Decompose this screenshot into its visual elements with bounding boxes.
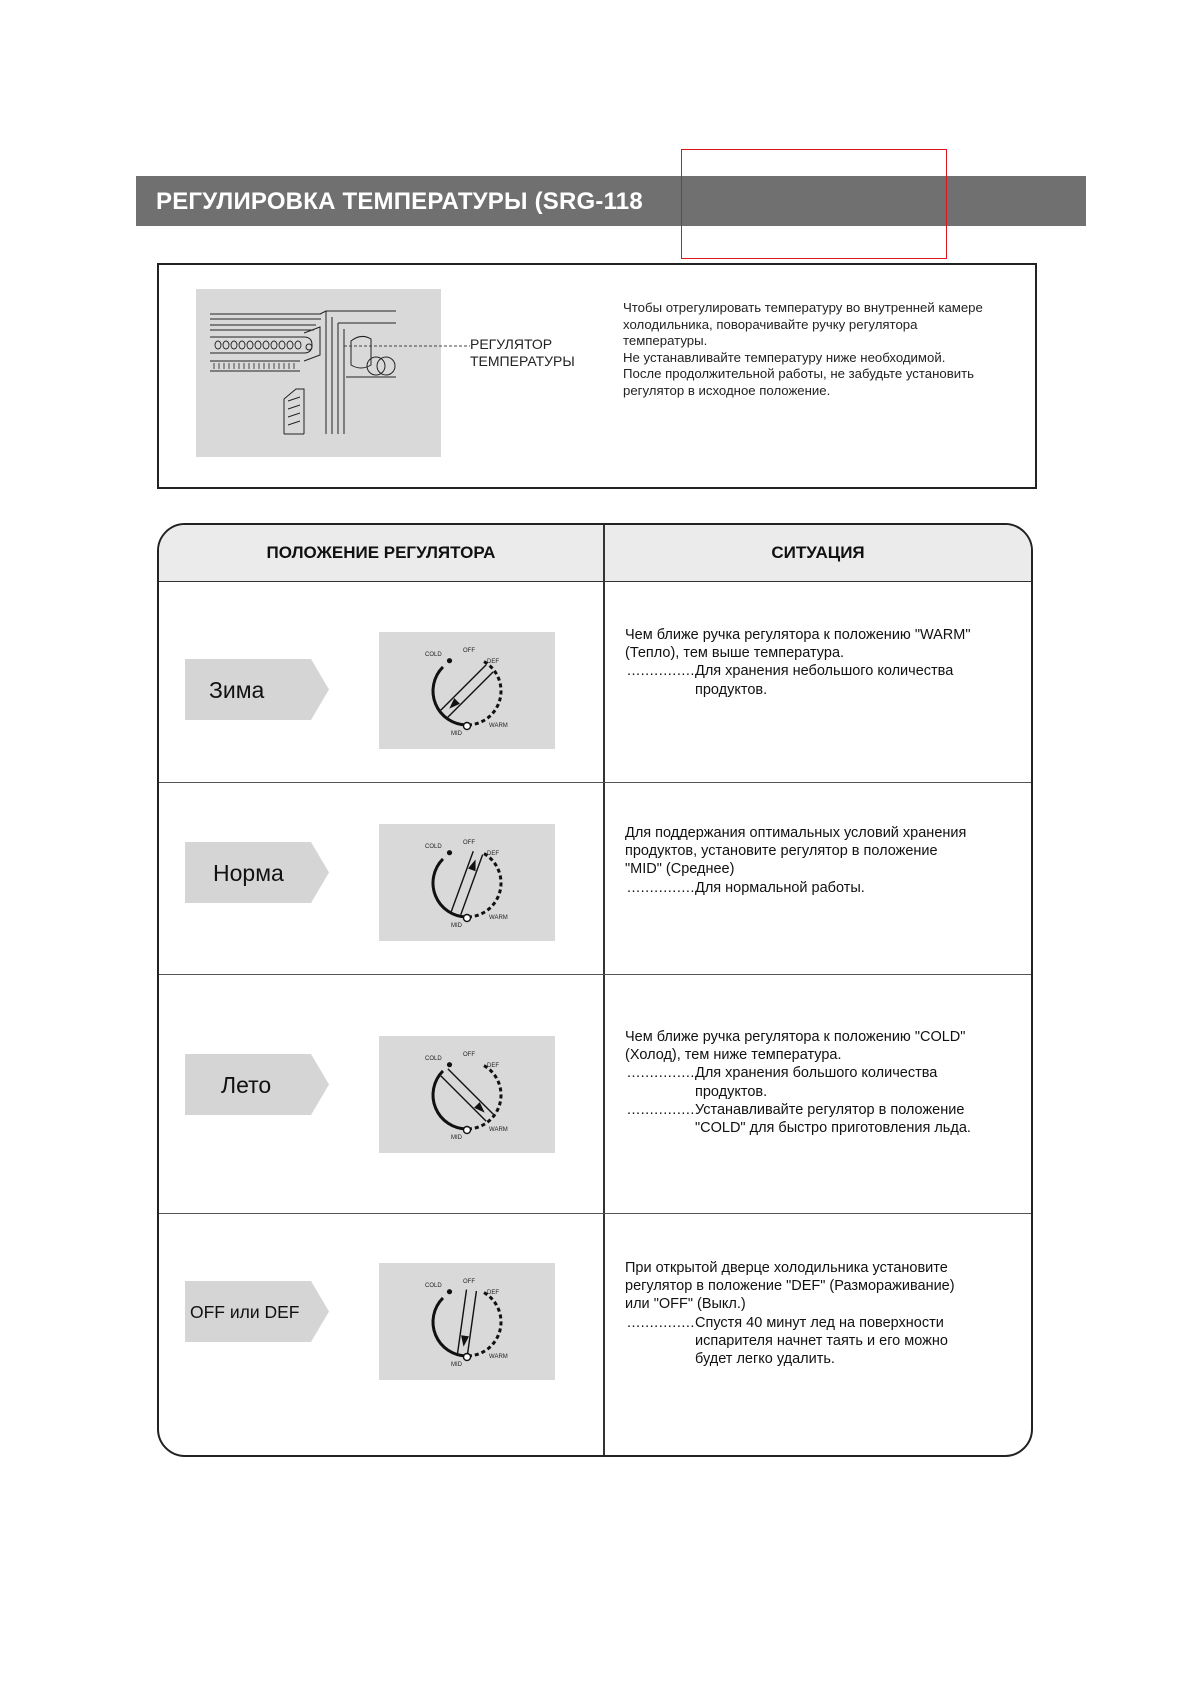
regulator-table (157, 523, 1033, 1457)
situation-line: или "OFF" (Выкл.) (625, 1296, 746, 1313)
situation-normal (625, 824, 1030, 897)
note-line: будет легко удалить. (695, 1351, 835, 1368)
dial-cold-dot (447, 658, 452, 663)
dial-off-def (379, 1263, 555, 1380)
dial-label-mid: MID (451, 1135, 462, 1141)
situation-line: Чем ближе ручка регулятора к положению "WARM" (625, 627, 971, 643)
dial-knob (441, 665, 493, 717)
column-header-position: ПОЛОЖЕНИЕ РЕГУЛЯТОРА (266, 543, 496, 562)
dial-label-warm: WARM (489, 1127, 508, 1133)
situation-line: "MID" (Среднее) (625, 861, 735, 878)
note-line: продуктов. (695, 1083, 768, 1100)
dial-label-mid: MID (451, 731, 462, 737)
dial-label-mid: MID (451, 1362, 462, 1368)
dial-label-off: OFF (463, 840, 475, 846)
dial-label-off: OFF (463, 1052, 475, 1058)
dial-label-def: DEF (487, 851, 499, 857)
situation-note (625, 662, 1030, 698)
position-label: Зима (209, 677, 265, 703)
position-tag-winter (185, 659, 329, 720)
situation-line: регулятор в положение "DEF" (Размораживание) (625, 1278, 955, 1295)
dial-winter (379, 632, 555, 749)
situation-note (625, 1314, 1030, 1369)
note-line: "COLD" для быстро приготовления льда. (695, 1120, 971, 1137)
dial-summer (379, 1036, 555, 1153)
note-line: Устанавливайте регулятор в положение (695, 1101, 965, 1118)
dial-knob (441, 1069, 493, 1121)
leader-dots: ............... (627, 1101, 695, 1118)
situation-line: (Холод), тем ниже температура. (625, 1047, 842, 1064)
situation-line: Для поддержания оптимальных условий хранения (625, 825, 967, 841)
position-label: OFF или DEF (190, 1302, 300, 1322)
dial-normal (379, 824, 555, 941)
dial-mid-marker (464, 1354, 471, 1361)
dial-label-off: OFF (463, 1279, 475, 1285)
situation-winter (625, 626, 1030, 699)
callout-line-1: РЕГУЛЯТОР (470, 336, 553, 352)
column-divider (603, 525, 605, 1455)
position-label: Лето (221, 1072, 272, 1098)
situation-line: Чем ближе ручка регулятора к положению "COLD" (625, 1029, 966, 1045)
thermostat-dial-icon (379, 824, 555, 941)
dial-arc-solid (433, 667, 467, 725)
intro-description (623, 300, 1033, 400)
callout-line-2: ТЕМПЕРАТУРЫ (470, 353, 575, 369)
dial-label-def: DEF (487, 1063, 499, 1069)
dial-mid-marker (464, 915, 471, 922)
leader-dots: ............... (627, 1314, 695, 1331)
dial-cold-dot (447, 1289, 452, 1294)
situation-note (625, 879, 1030, 897)
note-line: Для хранения большого количества (695, 1065, 938, 1082)
highlight-box (681, 149, 947, 259)
thermostat-dial-icon (379, 1036, 555, 1153)
dial-label-off: OFF (463, 648, 475, 654)
column-header-situation: СИТУАЦИЯ (771, 543, 865, 562)
intro-line: Не устанавливайте температуру ниже необходимой. (623, 349, 946, 365)
dial-knob (458, 1290, 477, 1355)
dial-label-mid: MID (451, 923, 462, 929)
dial-label-warm: WARM (489, 915, 508, 921)
dial-label-warm: WARM (489, 1354, 508, 1360)
note-line: Для нормальной работы. (695, 879, 865, 896)
intro-line: температуры. (623, 333, 708, 349)
callout-leader-line (344, 344, 470, 348)
row-divider (159, 782, 1031, 783)
fridge-drawing-icon (196, 289, 441, 457)
situation-line: (Тепло), тем выше температура. (625, 645, 845, 662)
situation-off-def (625, 1259, 1030, 1368)
position-tag-summer (185, 1054, 329, 1115)
situation-line: При открытой дверце холодильника установите (625, 1260, 948, 1276)
dial-arc-solid (433, 859, 467, 917)
intro-line: Чтобы отрегулировать температуру во внутренней камере (623, 300, 983, 315)
situation-note (625, 1064, 1030, 1100)
dial-label-cold: COLD (425, 844, 442, 850)
leader-dots: ............... (627, 879, 695, 896)
dial-mid-marker (464, 1127, 471, 1134)
dial-label-def: DEF (487, 659, 499, 665)
dial-knob (451, 851, 482, 915)
situation-summer (625, 1028, 1030, 1137)
leader-dots: ............... (627, 1065, 695, 1082)
dial-cold-dot (447, 1062, 452, 1067)
leader-dots: ............... (627, 663, 695, 680)
dial-arc-solid (433, 1071, 467, 1129)
position-tag-off-def (185, 1281, 329, 1342)
page-title: РЕГУЛИРОВКА ТЕМПЕРАТУРЫ (SRG-118 (156, 188, 643, 215)
dial-mid-marker (464, 723, 471, 730)
note-line: продуктов. (695, 681, 768, 698)
thermostat-dial-icon (379, 632, 555, 749)
position-label: Норма (213, 860, 284, 886)
intro-line: холодильника, поворачивайте ручку регулятора (623, 316, 918, 332)
dial-cold-dot (447, 850, 452, 855)
dial-label-cold: COLD (425, 1056, 442, 1062)
note-line: Спустя 40 минут лед на поверхности (695, 1314, 944, 1331)
row-divider (159, 1213, 1031, 1214)
dial-label-cold: COLD (425, 652, 442, 658)
dial-label-warm: WARM (489, 723, 508, 729)
situation-note (625, 1101, 1030, 1137)
situation-line: продуктов, установите регулятор в положение (625, 843, 938, 860)
note-line: испарителя начнет таять и его можно (695, 1332, 948, 1349)
position-tag-normal (185, 842, 329, 903)
dial-label-cold: COLD (425, 1283, 442, 1289)
intro-line: После продолжительной работы, не забудьте установить (623, 366, 975, 382)
intro-line: регулятор в исходное положение. (623, 382, 831, 398)
thermostat-dial-icon (379, 1263, 555, 1380)
dial-label-def: DEF (487, 1290, 499, 1296)
row-divider (159, 974, 1031, 975)
regulator-callout (470, 336, 575, 370)
note-line: Для хранения небольшого количества (695, 663, 954, 680)
fridge-illustration (196, 289, 441, 457)
